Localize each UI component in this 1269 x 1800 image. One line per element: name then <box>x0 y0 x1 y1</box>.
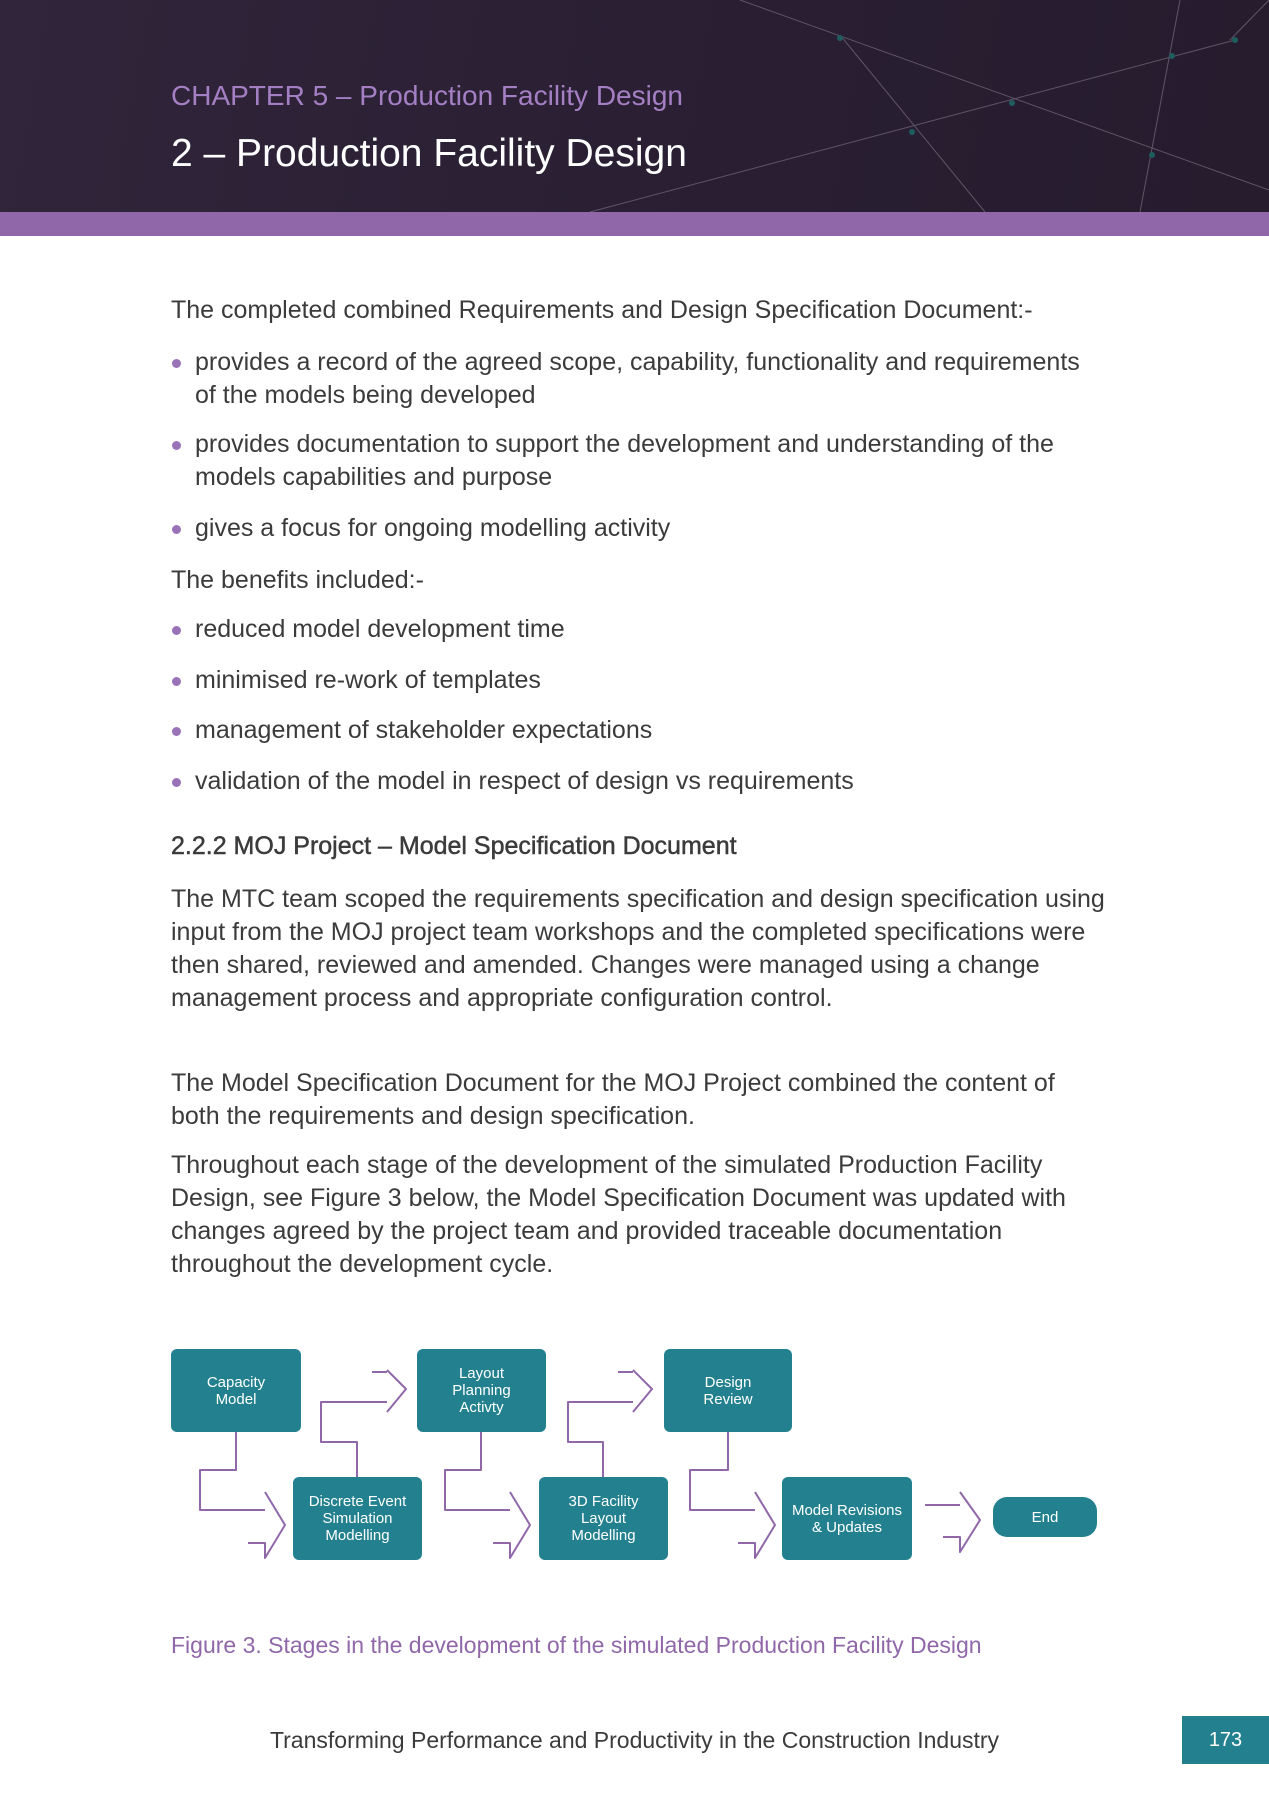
paragraph: Throughout each stage of the development of the simulated Production Facility Design, see Figure 3 below, the Model Specification Document was updated with changes agreed by the project team and provided traceable documentation throughout the development cycle. <box>171 1151 1066 1278</box>
arrow-head-icon <box>633 1370 652 1412</box>
node-layout-planning: Layout Planning Activty <box>417 1349 546 1432</box>
list-item: gives a focus for ongoing modelling activity <box>195 512 1095 545</box>
arrow-design-to-revisions <box>690 1432 755 1510</box>
intro-text: The completed combined Requirements and Design Specification Document:- <box>171 296 1033 324</box>
arrow-layout-to-3d <box>445 1432 510 1510</box>
list-item: validation of the model in respect of design vs requirements <box>195 765 1095 798</box>
section-heading: 2.2.2 MOJ Project – Model Specification Document <box>171 832 737 860</box>
arrow-capacity-to-des <box>200 1432 265 1510</box>
arrow-3d-to-design <box>568 1402 633 1477</box>
page-title: 2 – Production Facility Design <box>171 132 687 175</box>
figure-caption: Figure 3. Stages in the development of the simulated Production Facility Design <box>171 1632 982 1658</box>
list-item: provides a record of the agreed scope, capability, functionality and requirements of the models being developed <box>195 346 1095 412</box>
paragraph: The MTC team scoped the requirements specification and design specification using input from the MOJ project team workshops and the completed specifications were then shared, reviewed and amended. Changes were managed using a change management process and appropriate configuration control. <box>171 885 1105 1012</box>
benefits-intro: The benefits included:- <box>171 566 424 594</box>
node-end: End <box>993 1497 1097 1537</box>
chapter-label: CHAPTER 5 – Production Facility Design <box>171 80 683 111</box>
node-model-revisions: Model Revisions & Updates <box>782 1477 912 1560</box>
list-item: management of stakeholder expectations <box>195 714 1095 747</box>
arrow-des-to-layout <box>321 1402 387 1477</box>
node-capacity-model: Capacity Model <box>171 1349 301 1432</box>
node-3d-facility-layout: 3D Facility Layout Modelling <box>539 1477 668 1560</box>
footer-text: Transforming Performance and Productivity in the Construction Industry <box>269 1727 1000 1753</box>
arrow-head-icon <box>738 1492 775 1558</box>
arrow-head-icon <box>493 1492 530 1558</box>
arrow-head-icon <box>248 1492 285 1558</box>
node-discrete-event-simulation: Discrete Event Simulation Modelling <box>293 1477 422 1560</box>
paragraph: The Model Specification Document for the MOJ Project combined the content of both the requirements and design specification. <box>171 1069 1055 1130</box>
arrow-head-icon <box>387 1370 406 1412</box>
node-design-review: Design Review <box>664 1349 792 1432</box>
page-number: 173 <box>1182 1716 1269 1764</box>
arrow-head-icon <box>943 1492 980 1552</box>
list-item: minimised re-work of templates <box>195 664 1095 697</box>
list-item: provides documentation to support the development and understanding of the models capabilities and purpose <box>195 428 1095 494</box>
list-item: reduced model development time <box>195 613 1095 646</box>
